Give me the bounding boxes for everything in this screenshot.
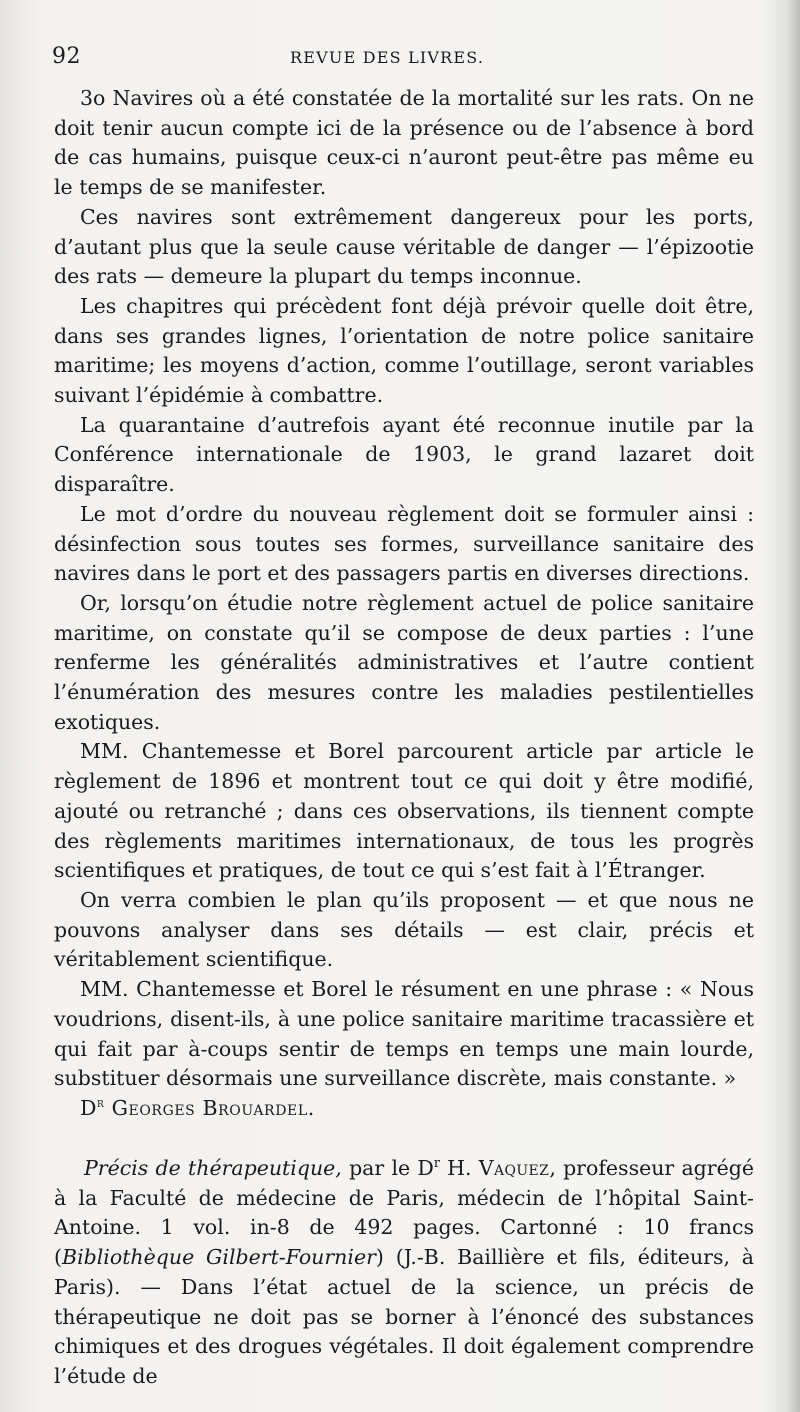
review-by: par le D [341,1156,434,1180]
paragraph: MM. Chantemesse et Borel parcourent article par article le règlement de 1896 et montrent tout ce qui doit y être modifié, ajouté ou retranché ; dans ces observations, ils tiennent compte des règlements maritimes internationaux, de tous les progrès scientifiques et pratiques, de tout ce qui s’est fait à l’Étranger. [54,739,754,883]
review-by-sup: r [433,1155,440,1171]
paragraph: Or, lorsqu’on étudie notre règlement actuel de police sanitaire maritime, on constate qu’il se compose de deux parties : l’une renferme les généralités administratives et l’autre contient l’énumération des mesures contre les maladies pestilentielles exotiques. [54,590,754,734]
page-header [52,44,752,74]
review-author-initial: H. [439,1156,479,1180]
paragraph: Les chapitres qui précèdent font déjà prévoir quelle doit être, dans ses grandes lignes, l’orientation de notre police sanitaire maritime; les moyens d’action, comme l’outillage, seront variables suivant l’épidémie à combattre. [54,293,754,408]
signature-name: Georges Brouardel. [111,1095,315,1120]
paragraph: Le mot d’ordre du nouveau règlement doit se formuler ainsi : désinfection sous toutes ses formes, surveillance sanitaire des navires dans le port et des passagers partis en diverses directions. [54,501,754,586]
book-review [54,1154,754,1392]
paragraph: La quarantaine d’autrefois ayant été reconnue inutile par la Conférence internationale de 1903, le grand lazaret doit disparaître. [54,412,754,497]
review-series: Bibliothèque Gilbert-Fournier [62,1245,376,1270]
review-author-surname: Vaquez [478,1156,550,1180]
review-details: , professeur agrégé à la Faculté de médecine de Paris, médecin de l’hôpital Saint-Antoine. 1 vol. in-8 de 492 pages. Cartonné : 10 francs ( [54,1156,754,1270]
paragraph: On verra combien le plan qu’ils proposent — et que nous ne pouvons analyser dans ses détails — est clair, précis et véritablement scientifique. [54,887,754,972]
review-title: Précis de thérapeutique, [84,1156,342,1180]
paragraph: MM. Chantemesse et Borel le résument en une phrase : « Nous voudrions, disent-ils, à une police sanitaire maritime tracassière et qui fait par à-coups sentir de temps en temps une main lourde, substituer désormais une surveillance discrète, mais constante. » [54,977,754,1091]
page-number: 92 [52,44,81,69]
paragraph: Ces navires sont extrêmement dangereux pour les ports, d’autant plus que la seule cause véritable de danger — l’épizootie des rats — demeure la plupart du temps inconnue. [54,204,754,289]
page-edge-shadow [786,0,800,1412]
review-details-continued: ) (J.-B. Baillière et fils, éditeurs, à Paris). — Dans l’état actuel de la science, un précis de thérapeutique ne doit pas se borner à l’énoncé des substances chimiques et des drogues végétales. Il doit également comprendre l’étude de [54,1245,755,1388]
signature-prefix: D [80,1095,98,1120]
signature [54,1094,754,1124]
paragraph: 3o Navires où a été constatée de la mortalité sur les rats. On ne doit tenir aucun compte ici de la présence ou de l’absence à bord de cas humains, puisque ceux-ci n’auront peut-être pas même eu le temps de se manifester. [54,86,754,200]
signature-prefix-sup: r [97,1095,105,1111]
article-body [54,84,754,1124]
running-head: REVUE DES LIVRES. [290,48,485,67]
